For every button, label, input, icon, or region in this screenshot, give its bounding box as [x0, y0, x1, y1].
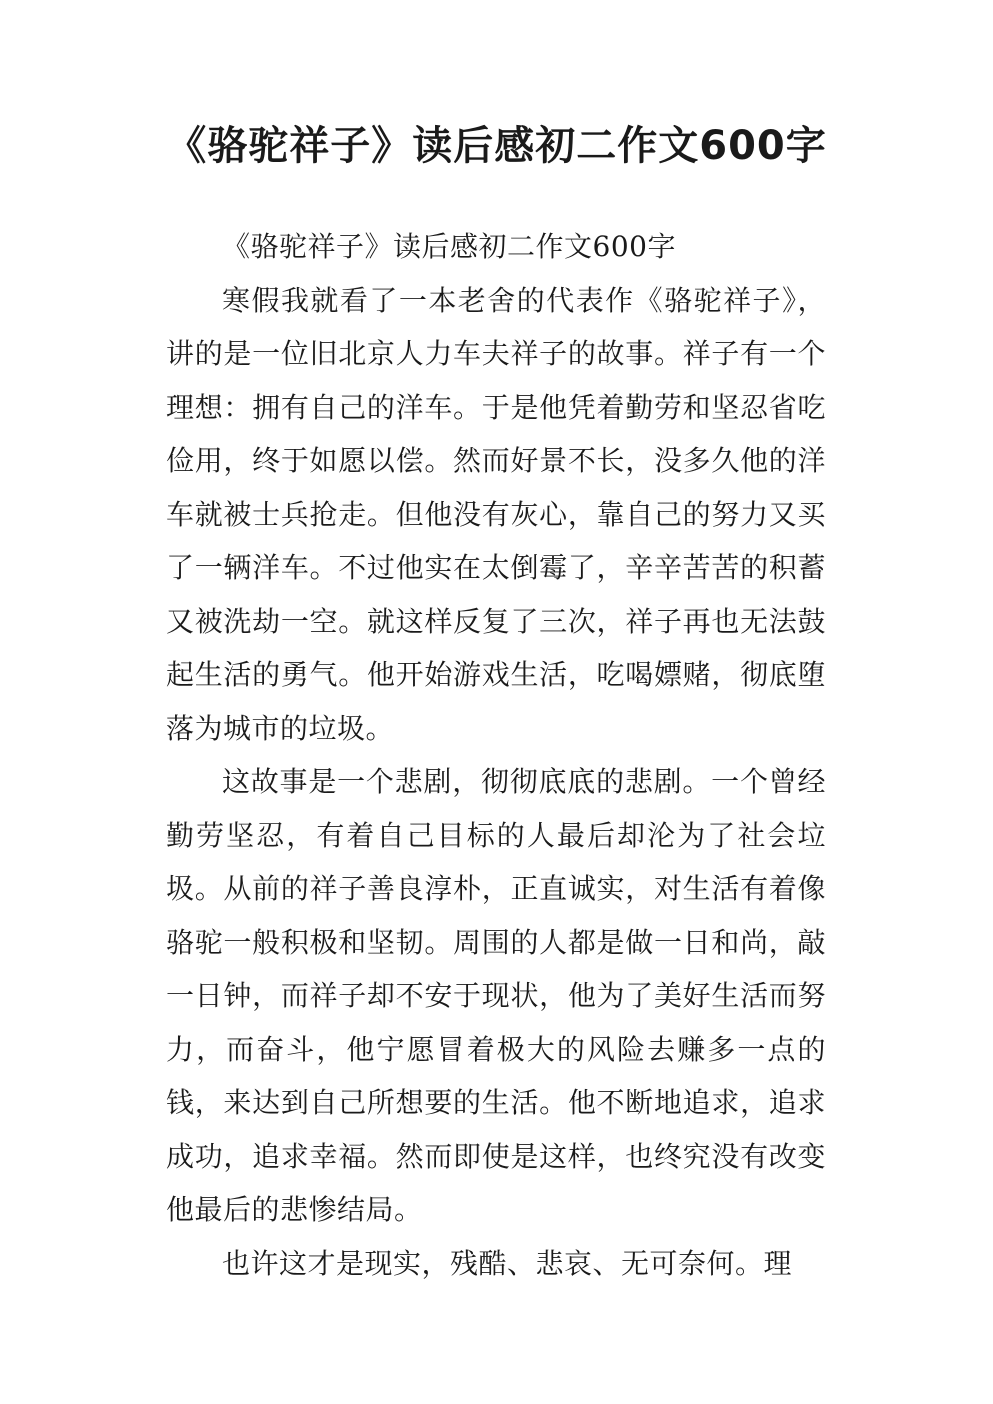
article-paragraph-2: 这故事是一个悲剧，彻彻底底的悲剧。一个曾经勤劳坚忍，有着自己目标的人最后却沦为了社会垃圾。从前的祥子善良淳朴，正直诚实，对生活有着像骆驼一般积极和坚韧。周围的人都是做一日和尚，敲一日钟，而祥子却不安于现状，他为了美好生活而努力，而奋斗，他宁愿冒着极大的风险去赚多一点的钱，来达到自己所想要的生活。他不断地追求，追求成功，追求幸福。然而即使是这样，也终究没有改变他最后的悲惨结局。	[166, 765, 826, 1226]
article-subtitle-paragraph: 《骆驼祥子》读后感初二作文600字	[222, 230, 676, 263]
page-title: 《骆驼祥子》读后感初二作文600字	[166, 123, 827, 169]
article-paragraph-1: 寒假我就看了一本老舍的代表作《骆驼祥子》，讲的是一位旧北京人力车夫祥子的故事。祥子有一个理想：拥有自己的洋车。于是他凭着勤劳和坚忍省吃俭用，终于如愿以偿。然而好景不长，没多久他的洋车就被士兵抢走。但他没有灰心，靠自己的努力又买了一辆洋车。不过他实在太倒霉了，辛辛苦苦的积蓄又被洗劫一空。就这样反复了三次，祥子再也无法鼓起生活的勇气。他开始游戏生活，吃喝嫖赌，彻底堕落为城市的垃圾。	[166, 283, 826, 745]
article-body	[166, 220, 826, 1290]
article-paragraph-3: 也许这才是现实，残酷、悲哀、无可奈何。理	[222, 1246, 793, 1280]
